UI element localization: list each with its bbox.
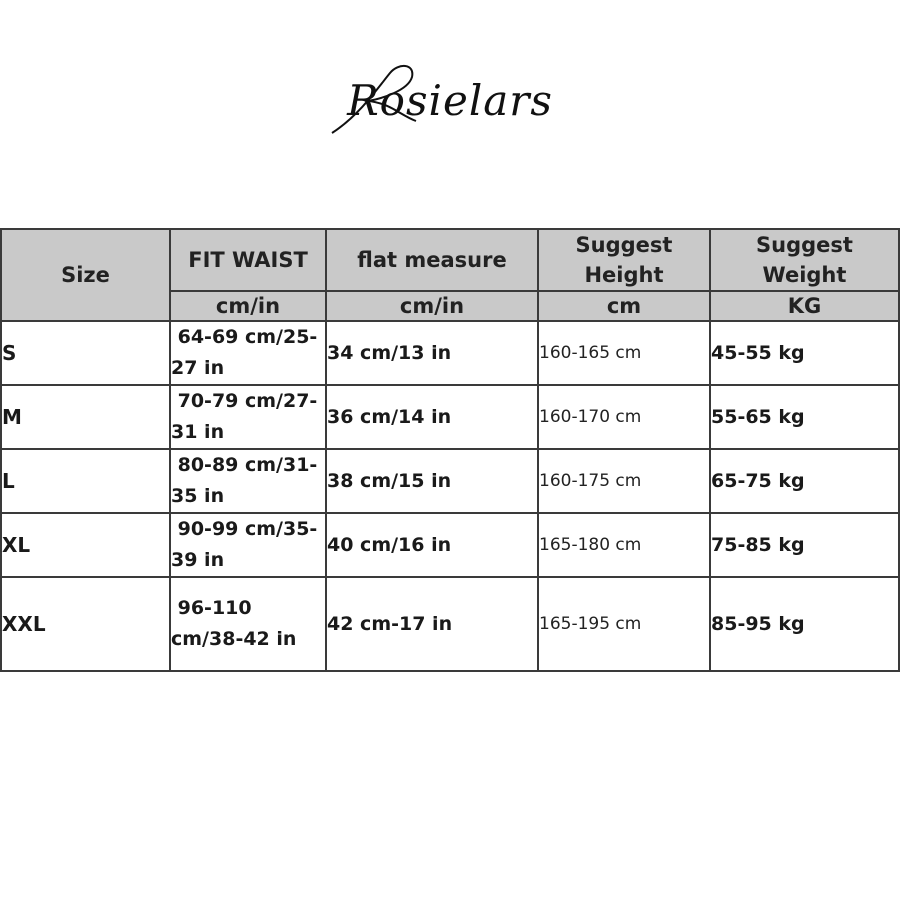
size-chart-table xyxy=(0,228,900,672)
header-fit-waist: FIT WAIST xyxy=(170,229,326,291)
height-cell: 160-170 cm xyxy=(538,385,710,449)
waist-cell xyxy=(170,577,326,671)
waist-line-1: 70-79 cm/27- xyxy=(171,390,318,412)
height-cell: 160-165 cm xyxy=(538,321,710,385)
height-cell: 165-195 cm xyxy=(538,577,710,671)
waist-cell xyxy=(170,513,326,577)
waist-line-1: 64-69 cm/25- xyxy=(171,326,318,348)
weight-cell: 55-65 kg xyxy=(710,385,899,449)
table-row xyxy=(1,321,899,385)
header-row xyxy=(1,229,899,291)
flat-cell: 34 cm/13 in xyxy=(326,321,538,385)
flat-cell: 36 cm/14 in xyxy=(326,385,538,449)
weight-cell: 65-75 kg xyxy=(710,449,899,513)
size-cell: XL xyxy=(1,513,170,577)
unit-fit-waist: cm/in xyxy=(170,291,326,321)
waist-line-2: 31 in xyxy=(171,421,225,443)
height-cell: 160-175 cm xyxy=(538,449,710,513)
table-row xyxy=(1,385,899,449)
waist-cell xyxy=(170,449,326,513)
waist-cell xyxy=(170,321,326,385)
height-cell: 165-180 cm xyxy=(538,513,710,577)
header-size: Size xyxy=(1,229,170,321)
brand-logo xyxy=(320,55,580,145)
table-row xyxy=(1,449,899,513)
size-cell: M xyxy=(1,385,170,449)
weight-cell: 85-95 kg xyxy=(710,577,899,671)
waist-line-1: 80-89 cm/31- xyxy=(171,454,318,476)
table-row xyxy=(1,513,899,577)
flat-cell: 42 cm-17 in xyxy=(326,577,538,671)
waist-line-2: cm/38-42 in xyxy=(171,628,297,650)
size-cell: XXL xyxy=(1,577,170,671)
flat-cell: 38 cm/15 in xyxy=(326,449,538,513)
waist-line-1: 96-110 xyxy=(171,597,252,619)
header-suggest-height: Suggest Height xyxy=(538,229,710,291)
unit-flat-measure: cm/in xyxy=(326,291,538,321)
weight-cell: 75-85 kg xyxy=(710,513,899,577)
header-suggest-weight: Suggest Weight xyxy=(710,229,899,291)
waist-cell xyxy=(170,385,326,449)
waist-line-2: 39 in xyxy=(171,549,225,571)
header-flat-measure: flat measure xyxy=(326,229,538,291)
waist-line-2: 35 in xyxy=(171,485,225,507)
table-row xyxy=(1,577,899,671)
brand-name: Rosielars xyxy=(347,75,553,125)
unit-suggest-weight: KG xyxy=(710,291,899,321)
flat-cell: 40 cm/16 in xyxy=(326,513,538,577)
unit-suggest-height: cm xyxy=(538,291,710,321)
size-cell: S xyxy=(1,321,170,385)
waist-line-1: 90-99 cm/35- xyxy=(171,518,318,540)
size-cell: L xyxy=(1,449,170,513)
weight-cell: 45-55 kg xyxy=(710,321,899,385)
waist-line-2: 27 in xyxy=(171,357,225,379)
